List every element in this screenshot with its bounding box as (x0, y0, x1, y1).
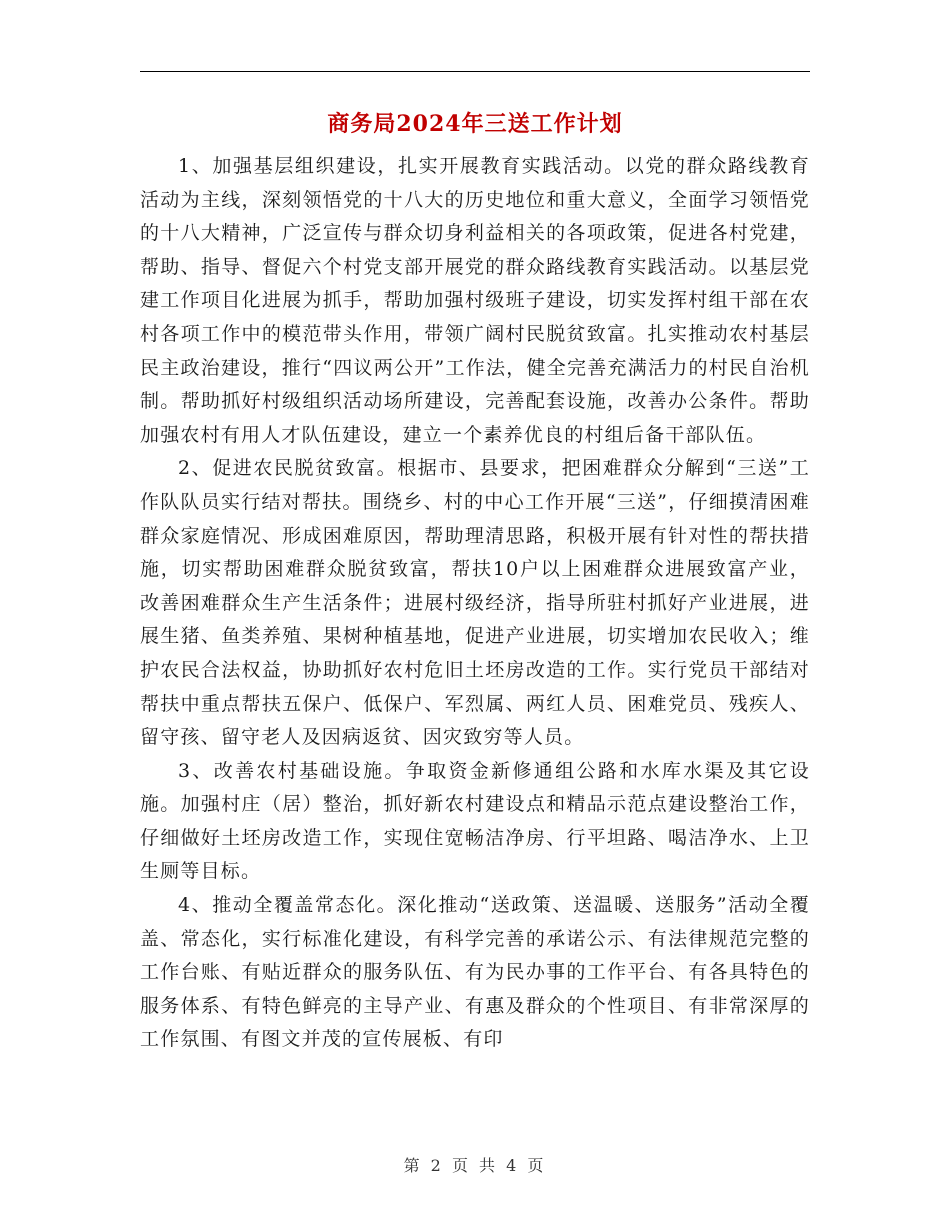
document-body (140, 150, 810, 1057)
paragraph-4: 4、推动全覆盖常态化。深化推动“送政策、送温暖、送服务”活动全覆盖、常态化，实行标准化建设，有科学完善的承诺公示、有法律规范完整的工作台账、有贴近群众的服务队伍、有为民办事的工作平台、有各具特色的服务体系、有特色鲜亮的主导产业、有惠及群众的个性项目、有非常深厚的工作氛围、有图文并茂的宣传展板、有印 (140, 894, 810, 1051)
document-title: 商务局2024年三送工作计划 (327, 111, 623, 137)
paragraph-2: 2、促进农民脱贫致富。根据市、县要求，把困难群众分解到“三送”工作队队员实行结对帮扶。围绕乡、村的中心工作开展“三送”，仔细摸清困难群众家庭情况、形成困难原因，帮助理清思路，积极开展有针对性的帮扶措施，切实帮助困难群众脱贫致富，帮扶10户以上困难群众进展致富产业，改善困难群众生产生活条件；进展村级经济，指导所驻村抓好产业进展，进展生猪、鱼类养殖、果树种植基地，促进产业进展，切实增加农民收入；维护农民合法权益，协助抓好农村危旧土坯房改造的工作。实行党员干部结对帮扶中重点帮扶五保户、低保户、军烈属、两红人员、困难党员、残疾人、留守孩、留守老人及因病返贫、因灾致穷等人员。 (140, 457, 810, 749)
paragraph-1: 1、加强基层组织建设，扎实开展教育实践活动。以党的群众路线教育活动为主线，深刻领悟党的十八大的历史地位和重大意义，全面学习领悟党的十八大精神，广泛宣传与群众切身利益相关的各项政策，促进各村党建，帮助、指导、督促六个村党支部开展党的群众路线教育实践活动。以基层党建工作项目化进展为抓手，帮助加强村级班子建设，切实发挥村组干部在农村各项工作中的模范带头作用，带领广阔村民脱贫致富。扎实推动农村基层民主政治建设，推行“四议两公开”工作法，健全完善充满活力的村民自治机制。帮助抓好村级组织活动场所建设，完善配套设施，改善办公条件。帮助加强农村有用人才队伍建设，建立一个素养优良的村组后备干部队伍。 (140, 155, 810, 446)
page-number-footer: 第 2 页 共 4 页 (403, 1156, 547, 1175)
paragraph-3: 3、改善农村基础设施。争取资金新修通组公路和水库水渠及其它设施。加强村庄（居）整治，抓好新农村建设点和精品示范点建设整治工作，仔细做好土坯房改造工作，实现住宽畅洁净房、行平坦路、喝洁净水、上卫生厕等目标。 (140, 759, 810, 883)
header-rule (140, 71, 810, 72)
